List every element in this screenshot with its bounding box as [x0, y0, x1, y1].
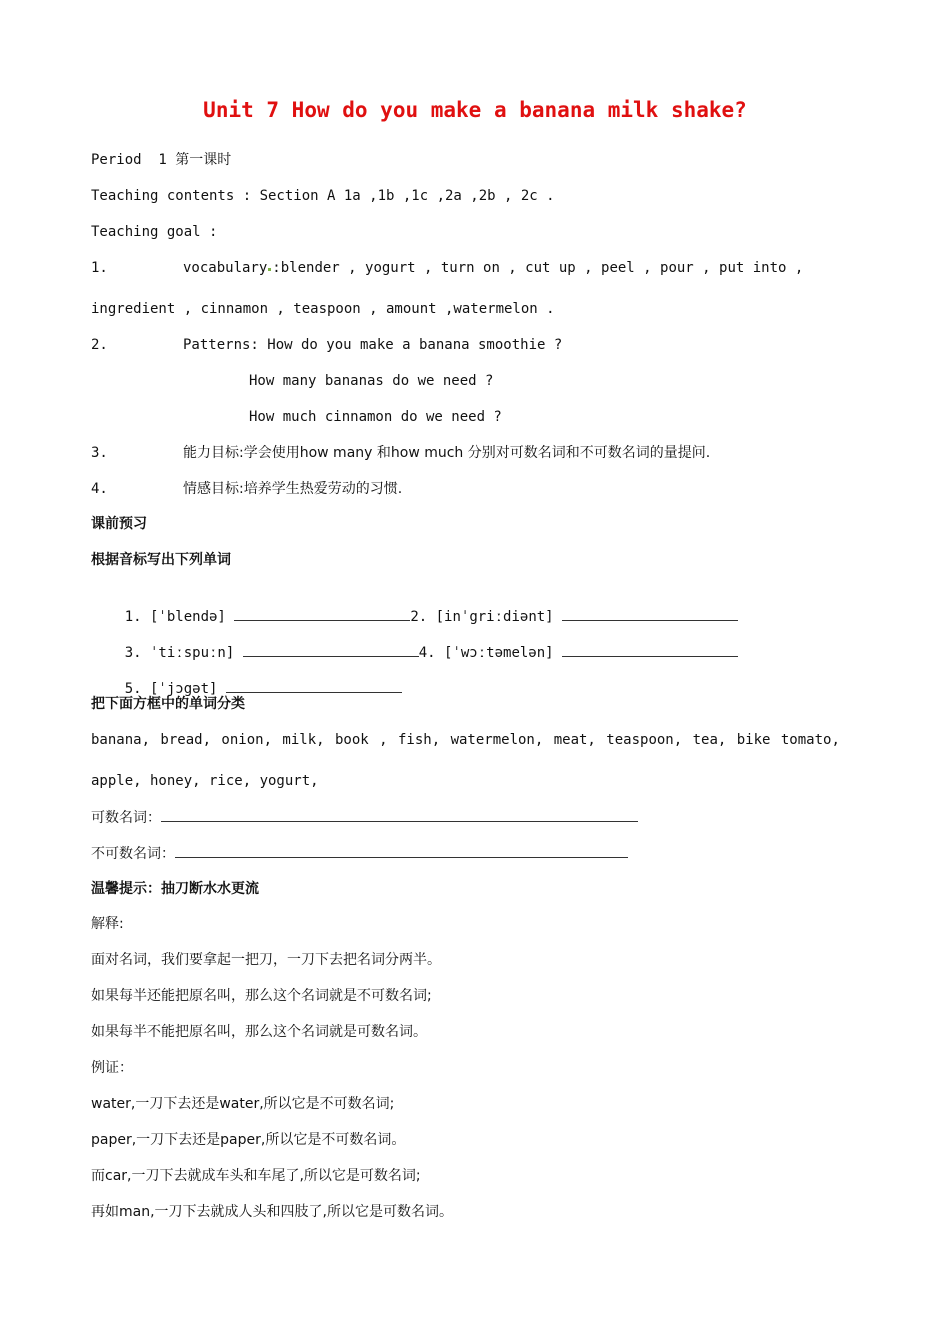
- goal-2-number: 2.: [91, 337, 108, 353]
- goal-3-number: 3.: [91, 445, 108, 461]
- example-line: 再如man,一刀下去就成人头和四肢了,所以它是可数名词。: [91, 1204, 453, 1220]
- explain-line: 如果每半还能把原名叫，那么这个名词就是不可数名词;: [91, 988, 432, 1004]
- phonetic-2: 2. [inˈgriːdiənt]: [410, 609, 554, 625]
- example-label: 例证：: [91, 1060, 133, 1076]
- phonetic-1: 1. [ˈblendə]: [124, 609, 226, 625]
- goal-2-text: Patterns: How do you make a banana smoothie ?: [183, 337, 563, 353]
- example-line: 而car,一刀下去就成车头和车尾了,所以它是可数名词;: [91, 1168, 421, 1184]
- goal-2-pattern-2: How many bananas do we need ?: [249, 373, 494, 389]
- answer-blank-4[interactable]: [562, 642, 738, 657]
- tip-heading: 温馨提示：抽刀断水水更流: [91, 881, 259, 897]
- uncountable-row: [91, 843, 628, 864]
- explain-line: 面对名词，我们要拿起一把刀，一刀下去把名词分两半。: [91, 952, 441, 968]
- goal-4-text: 情感目标:培养学生热爱劳动的习惯.: [183, 481, 403, 497]
- goal-2-pattern-3: How much cinnamon do we need ?: [249, 409, 502, 425]
- example-line: paper,一刀下去还是paper,所以它是不可数名词。: [91, 1132, 406, 1148]
- goal-1-text: :blender , yogurt , turn on , cut up , peel , pour , put into ,: [272, 260, 804, 276]
- goal-1-number: 1.: [91, 260, 108, 276]
- phonetic-heading: 根据音标写出下列单词: [91, 552, 231, 568]
- countable-row: [91, 807, 638, 828]
- word-list-line-1: banana, bread, onion, milk, book , fish, watermelon, meat, teaspoon, tea, bike tomato,: [91, 732, 840, 748]
- goal-1-label: vocabulary: [183, 260, 268, 276]
- answer-blank-1[interactable]: [234, 606, 410, 621]
- goal-3-text: 能力目标:学会使用how many 和how much 分别对可数名词和不可数名词的量提问.: [183, 445, 711, 461]
- word-list-line-2: apple, honey, rice, yogurt,: [91, 773, 319, 789]
- uncountable-label: 不可数名词：: [91, 846, 175, 862]
- uncountable-blank[interactable]: [175, 843, 628, 858]
- explain-label: 解释:: [91, 916, 124, 932]
- page-title: Unit 7 How do you make a banana milk shake?: [203, 98, 747, 122]
- teaching-goal-heading: Teaching goal :: [91, 224, 218, 240]
- goal-1-line: [183, 258, 803, 278]
- explain-line: 如果每半不能把原名叫，那么这个名词就是可数名词。: [91, 1024, 427, 1040]
- teaching-contents: Teaching contents : Section A 1a ,1b ,1c ,2a ,2b , 2c .: [91, 188, 555, 204]
- marker-icon: [268, 268, 271, 271]
- goal-4-number: 4.: [91, 481, 108, 497]
- answer-blank-3[interactable]: [243, 642, 419, 657]
- answer-blank-2[interactable]: [562, 606, 738, 621]
- goal-1-continued: ingredient , cinnamon , teaspoon , amount ,watermelon .: [91, 301, 555, 317]
- preview-heading: 课前预习: [91, 516, 147, 532]
- countable-label: 可数名词：: [91, 810, 161, 826]
- phonetic-3: 3. ˈtiːspuːn]: [124, 645, 235, 661]
- countable-blank[interactable]: [161, 807, 638, 822]
- phonetic-4: 4. [ˈwɔːtəmelən]: [418, 645, 554, 661]
- phonetic-5: 5. [ˈjɔgət]: [124, 681, 218, 697]
- classify-heading: 把下面方框中的单词分类: [91, 696, 245, 712]
- example-line: water,一刀下去还是water,所以它是不可数名词;: [91, 1096, 395, 1112]
- answer-blank-5[interactable]: [226, 678, 402, 693]
- period-line: Period 1 第一课时: [91, 152, 232, 168]
